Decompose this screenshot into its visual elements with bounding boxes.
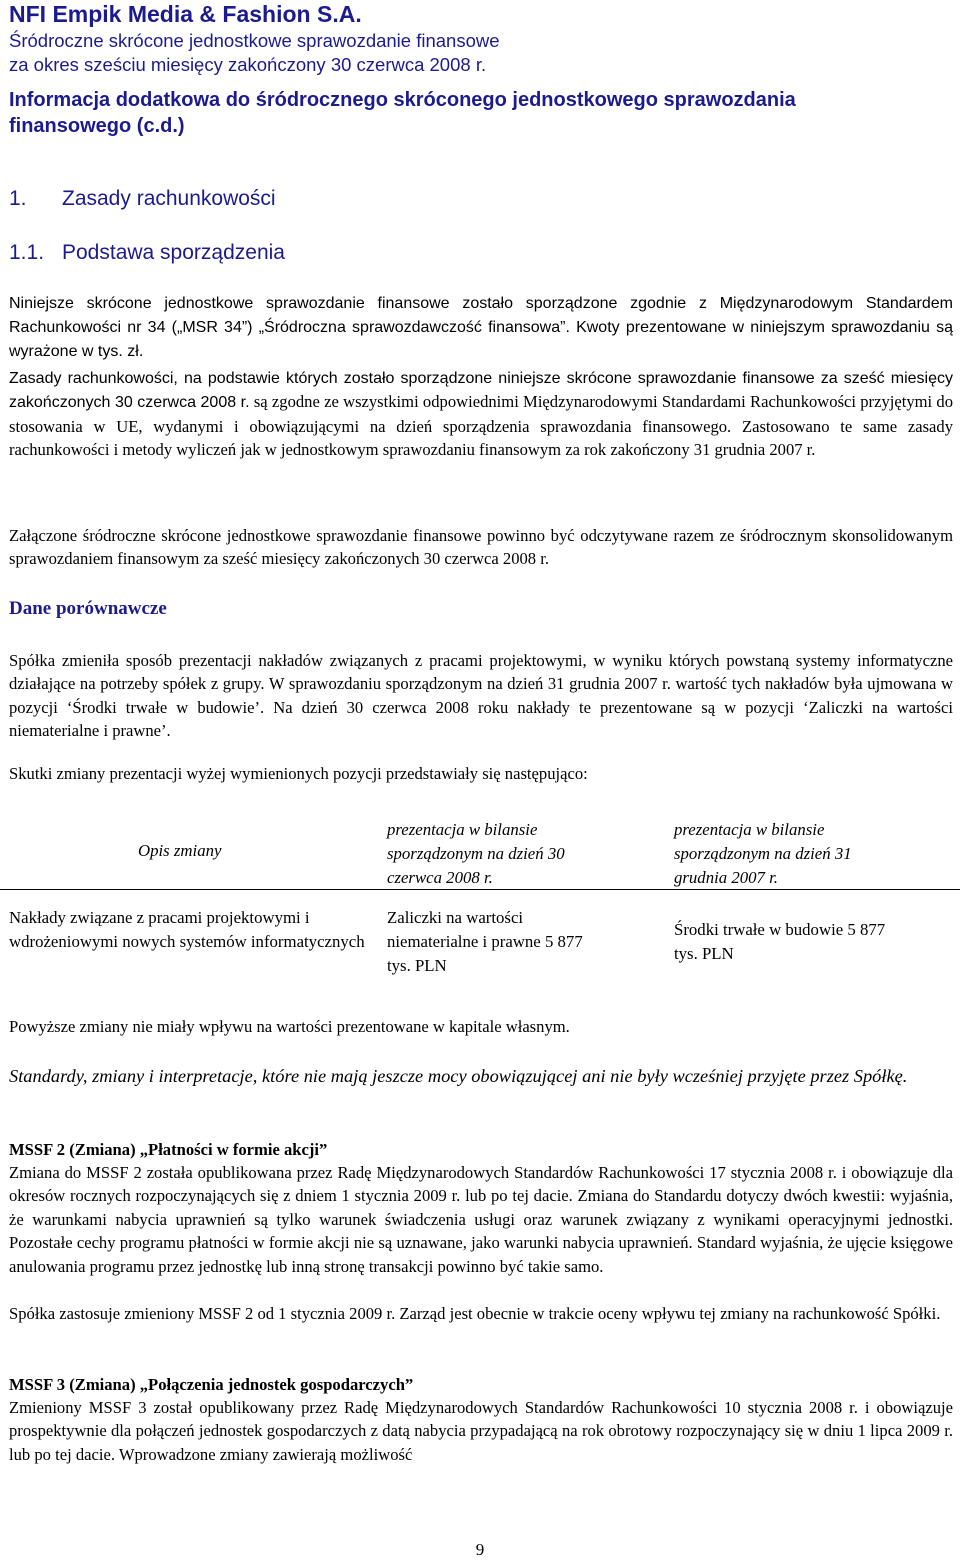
report-period: za okres sześciu miesięcy zakończony 30 czerwca 2008 r. (9, 54, 487, 75)
table-header-description: Opis zmiany (138, 841, 222, 860)
section-1-heading (9, 186, 276, 212)
table-header-2007: prezentacja w bilansie sporządzonym na dzień 31 grudnia 2007 r. (674, 820, 852, 887)
page-number: 9 (475, 1540, 485, 1559)
mssf3-text: Zmieniony MSSF 3 został opublikowany przez Radę Międzynarodowych Standardów Rachunkowości 10 stycznia 2008 r. i obowiązuje prospektywnie dla połączeń jednostek gospodarczych z datą nabycia przypadającą na rok obrotowy rozpoczynający się w dniu 1 lipca 2009 r. lub po tej dacie. Wprowadzone zmiany zawierają możliwość (9, 1398, 953, 1464)
paragraph-accounting-principles (9, 366, 953, 462)
mssf3-title: MSSF 3 (Zmiana) „Połączenia jednostek gospodarczych” (9, 1375, 414, 1394)
paragraph-presentation-change: Spółka zmieniła sposób prezentacji nakładów związanych z pracami projektowymi, w wyniku których powstaną systemy informatyczne działające na potrzeby spółek z grupy. W sprawozdaniu sporządzonym na dzień 31 grudnia 2007 r. wartość tych nakładów była ujmowana w pozycji ‘Środki trwałe w budowie’. Na dzień 30 czerwca 2008 roku nakłady te prezentowane są w pozycji ‘Zaliczki na wartości niematerialne i prawne’. (9, 651, 953, 741)
table-row-2008: Zaliczki na wartości niematerialne i prawne 5 877 tys. PLN (387, 908, 583, 975)
comparative-data-heading: Dane porównawcze (9, 598, 167, 619)
section-1-1-number: 1.1. (9, 241, 45, 264)
table-row-description: Nakłady związane z pracami projektowymi i wdrożeniowymi nowych systemów informatycznych (9, 908, 365, 951)
mssf2-text: Zmiana do MSSF 2 została opublikowana przez Radę Międzynarodowych Standardów Rachunkowości 17 stycznia 2008 r. i obowiązuje dla okresów rocznych rozpoczynających się z dniem 1 stycznia 2009 r. lub po tej dacie. Zmiana do Standardu dotyczy dwóch kwestii: wyjaśnia, że warunkami nabycia uprawnień są tylko warunek świadczenia usługi oraz warunek związany z wynikami operacyjnymi jednostki. Pozostałe cechy programu płatności w formie akcji nie są uznawane, jako warunki nabycia uprawnień. Standard wyjaśnia, że ujęcie księgowe anulowania programu przez jednostkę lub inną stronę transakcji powinno być takie samo. (9, 1163, 953, 1276)
section-1-1-heading (9, 240, 285, 266)
paragraph-equity-impact: Powyższe zmiany nie miały wpływu na wartości prezentowane w kapitale własnym. (9, 1017, 570, 1036)
company-name: NFI Empik Media & Fashion S.A. (9, 1, 362, 27)
mssf2-application: Spółka zastosuje zmieniony MSSF 2 od 1 stycznia 2009 r. Zarząd jest obecnie w trakcie oceny wpływu tej zmiany na rachunkowość Spółki. (9, 1304, 941, 1323)
note-title: Informacja dodatkowa do śródrocznego skróconego jednostkowego sprawozdania finansowego (c.d.) (9, 89, 796, 137)
paragraph-accounting-principles-part1: Zasady rachunkowości, na podstawie których zostało sporządzone niniejsze skrócone sprawozdanie finansowe za sześć miesięcy zakończonych 30 czerwca 2008 r. (9, 370, 953, 412)
paragraph-attached-statement: Załączone śródroczne skrócone jednostkowe sprawozdanie finansowe powinno być odczytywane razem ze śródrocznym skonsolidowanym sprawozdaniem finansowym za sześć miesięcy zakończonych 30 czerwca 2008 r. (9, 526, 953, 569)
paragraph-effects-intro: Skutki zmiany prezentacji wyżej wymienionych pozycji przedstawiały się następująco: (9, 764, 588, 783)
report-title: Śródroczne skrócone jednostkowe sprawozdanie finansowe (9, 30, 500, 51)
paragraph-standards-not-effective: Standardy, zmiany i interpretacje, które nie mają jeszcze mocy obowiązującej ani nie były wcześniej przyjęte przez Spółkę. (9, 1066, 908, 1086)
table-row-2007: Środki trwałe w budowie 5 877 tys. PLN (674, 920, 886, 963)
paragraph-accounting-principles-part2: są zgodne ze wszystkimi odpowiednimi Międzynarodowymi Standardami Rachunkowości przyjętymi do stosowania w UE, wydanymi i obowiązującymi na dzień sporządzenia sprawozdania finansowego. Zastosowano te same zasady rachunkowości i metody wyliczeń jak w jednostkowym sprawozdaniu finansowym za rok zakończony 31 grudnia 2007 r. (9, 392, 953, 460)
table-header-rule (0, 889, 960, 890)
paragraph-basis: Niniejsze skrócone jednostkowe sprawozdanie finansowe zostało sporządzone zgodnie z Międzynarodowym Standardem Rachunkowości nr 34 („MSR 34”) „Śródroczna sprawozdawczość finansowa”. Kwoty prezentowane w niniejszym sprawozdaniu są wyrażone w tys. zł. (9, 295, 953, 360)
mssf2-title: MSSF 2 (Zmiana) „Płatności w formie akcji” (9, 1140, 328, 1159)
section-1-number: 1. (9, 187, 27, 210)
section-1-title: Zasady rachunkowości (62, 187, 276, 210)
section-1-1-title: Podstawa sporządzenia (62, 241, 285, 264)
table-header-2008: prezentacja w bilansie sporządzonym na dzień 30 czerwca 2008 r. (387, 820, 565, 887)
